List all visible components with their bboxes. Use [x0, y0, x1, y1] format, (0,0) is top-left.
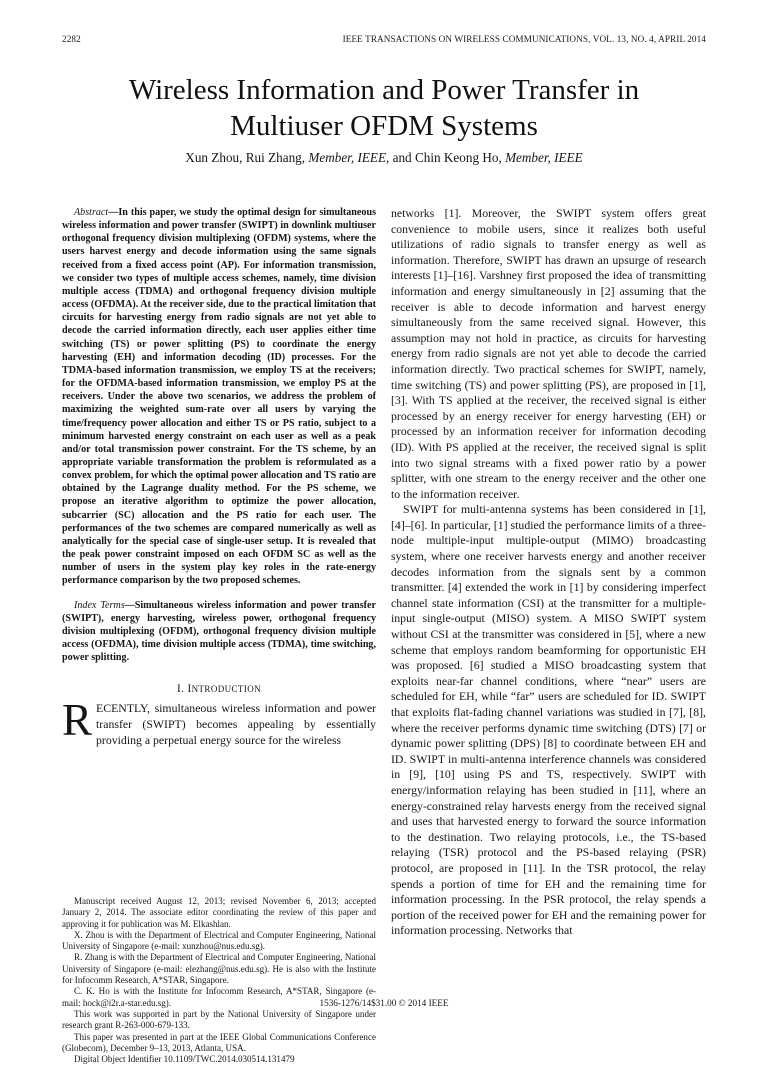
body-paragraph: SWIPT for multi-antenna systems has been considered in [1], [4]–[6]. In particular, [1] studied the performance limits of a three-node multiple-input multiple-output (MIMO) broadcasting system, where one receiver harvests energy and another receiver decodes information from the signals sent by a common transmitter. [4] extended the work in [1] by considering imperfect channel state information (CSI) at the transmitter for a multiple-input single-output (MISO) system. A MISO SWIPT system without CSI at the transmitter was considered in [5], where a new scheme that employs random beamforming for opportunistic EH was proposed. [6] studied a MISO broadcasting system that exploits near-far channel conditions, where “near” users are scheduled for EH, while “far” users are scheduled for ID. SWIPT that exploits flat-fading channel variations was studied in [7], [8], where the receiver performs dynamic time switching (DTS) [7] or dynamic power splitting (DPS) [8] to coordinate between EH and ID. SWIPT in multi-antenna interference channels was considered in [9], [10] using PS and TS, respectively. SWIPT with energy/information relaying has been studied in [11], where an energy-constrained relay harvests energy from the received signal and uses that harvested energy to forward the source information to the destination. Two relaying protocols, i.e., the TS-based relaying (TSR) protocol and the PS-based relaying (PSR) protocol, are proposed in [11]. In the TSR protocol, the relay spends a portion of time for EH and the remaining time for information processing. In the PSR protocol, the relay spends a portion of the received power for EH and the remaining power for information processing. Networks that — [391, 502, 706, 938]
author-names-2: , and Chin Keong Ho, — [386, 150, 506, 165]
drop-cap: R — [62, 695, 93, 746]
page-number: 2282 — [62, 34, 81, 44]
intro-text: ECENTLY, simultaneous wireless information and power transfer (SWIPT) becomes appealing by essentially providing a perpetual energy source for the wireless — [96, 701, 376, 747]
left-column — [62, 206, 376, 748]
abstract-text: —In this paper, we study the optimal design for simultaneous wireless information and power transfer (SWIPT) in downlink multiuser orthogonal frequency division multiplexing (OFDM) systems, where the users harvest energy and decode information using the same signals received from a fixed access point (AP). For information transmission, we consider two types of multiple access schemes, namely, time division multiple access (TDMA) and orthogonal frequency division multiple access (OFDMA). At the receiver side, due to the practical limitation that circuits for harvesting energy from radio signals are not yet able to decode the carried information directly, each user applies either time switching (TS) or power splitting (PS) to coordinate the energy harvesting (EH) and information decoding (ID) processes. For the TDMA-based information transmission, we employ TS at the receivers; for the OFDMA-based information transmission, we employ PS at the receivers. Under the above two scenarios, we address the problem of maximizing the weighted sum-rate over all users by varying the time/frequency power allocation and either TS or PS ratio, subject to a minimum harvested energy constraint on each user as well as a peak and/or total transmission power constraint. For the TS scheme, by an appropriate variable transformation the problem is reformulated as a convex problem, for which the optimal power allocation and TS ratio are obtained by the Lagrange duality method. For the PS scheme, we propose an iterative algorithm to optimize the power allocation, subcarrier (SC) allocation and the PS ratio for each user. The performances of the two schemes are compared numerically as well as analytically for the special case of single-user setup. It is revealed that the peak power constraint imposed on each OFDM SC as well as the number of users in the system play key roles in the rate-energy performance comparison by the two proposed schemes. — [62, 207, 376, 587]
author-list — [62, 150, 706, 166]
title-line-1: Wireless Information and Power Transfer in — [128, 74, 640, 106]
copyright-line: 1536-1276/14$31.00 © 2014 IEEE — [319, 998, 449, 1008]
author-membership-2: Member, IEEE — [505, 150, 583, 165]
footnote: This paper was presented in part at the IEEE Global Communications Conference (Globecom), December 9–13, 2013, Atlanta, USA. — [62, 1031, 376, 1053]
right-column — [391, 206, 706, 939]
author-membership-1: Member, IEEE — [308, 150, 387, 165]
journal-header: IEEE TRANSACTIONS ON WIRELESS COMMUNICATIONS, VOL. 13, NO. 4, APRIL 2014 — [342, 34, 706, 44]
footnotes — [62, 896, 376, 1065]
footnote: C. K. Ho is with the Institute for Infocomm Research, A*STAR, Singapore (e-mail: hock@i2r.a-star.edu.sg). — [62, 986, 376, 1008]
section-heading-introduction: I. INTRODUCTION — [176, 683, 262, 696]
title-line-2: Multiuser OFDM Systems — [230, 110, 538, 142]
footnote-doi: Digital Object Identifier 10.1109/TWC.2014.030514.131479 — [74, 1054, 295, 1065]
index-terms-text: —Simultaneous wireless information and power transfer (SWIPT), energy harvesting, wireless power, orthogonal frequency division multiplexing (OFDM), orthogonal frequency division multiple access (OFDMA), time division multiple access (TDMA), time switching, power splitting. — [62, 599, 376, 664]
body-paragraph: networks [1]. Moreover, the SWIPT system offers great convenience to mobile users, since it realizes both useful utilizations of radio signals to transfer energy as well as information. Therefore, SWIPT has drawn an upsurge of research interests [1]–[16]. Varshney first proposed the idea of transmitting information and energy simultaneously in [2] assuming that the receiver is able to decode information and harvest energy simultaneously from the same received signal. However, this assumption may not hold in practice, as circuits for harvesting energy from radio signals are not yet able to decode the carried information directly. Two practical schemes for SWIPT, namely, time switching (TS) and power splitting (PS), are proposed in [1], [3]. With TS applied at the receiver, the received signal is either processed by an energy receiver for energy harvesting (EH) or processed by an information receiver for information decoding (ID). With PS applied at the receiver, the received signal is split into two signal streams with a fixed power ratio by a power splitter, with one stream to the energy receiver and the other one to the information receiver. — [391, 206, 706, 501]
abstract — [62, 206, 376, 588]
abstract-label: Abstract — [74, 207, 109, 218]
index-terms-label: Index Terms — [74, 599, 125, 611]
footnote: R. Zhang is with the Department of Electrical and Computer Engineering, National University of Singapore (e-mail: elezhang@nus.edu.sg). He is also with the Institute for Infocomm Research, A*STAR, Singapore. — [62, 952, 376, 986]
footnote: X. Zhou is with the Department of Electrical and Computer Engineering, National University of Singapore (e-mail: xunzhou@nus.edu.sg). — [62, 929, 376, 952]
intro-paragraph — [62, 695, 376, 748]
footnote: Manuscript received August 12, 2013; revised November 6, 2013; accepted January 2, 2014. The associate editor coordinating the review of this paper and approving it for publication was M. Elkashlan. — [62, 896, 376, 929]
paper-title — [62, 72, 706, 144]
footnote: This work was supported in part by the National University of Singapore under research grant R-263-000-679-133. — [62, 1008, 376, 1031]
index-terms — [62, 599, 376, 665]
author-names-1: Xun Zhou, Rui Zhang, — [185, 150, 309, 165]
